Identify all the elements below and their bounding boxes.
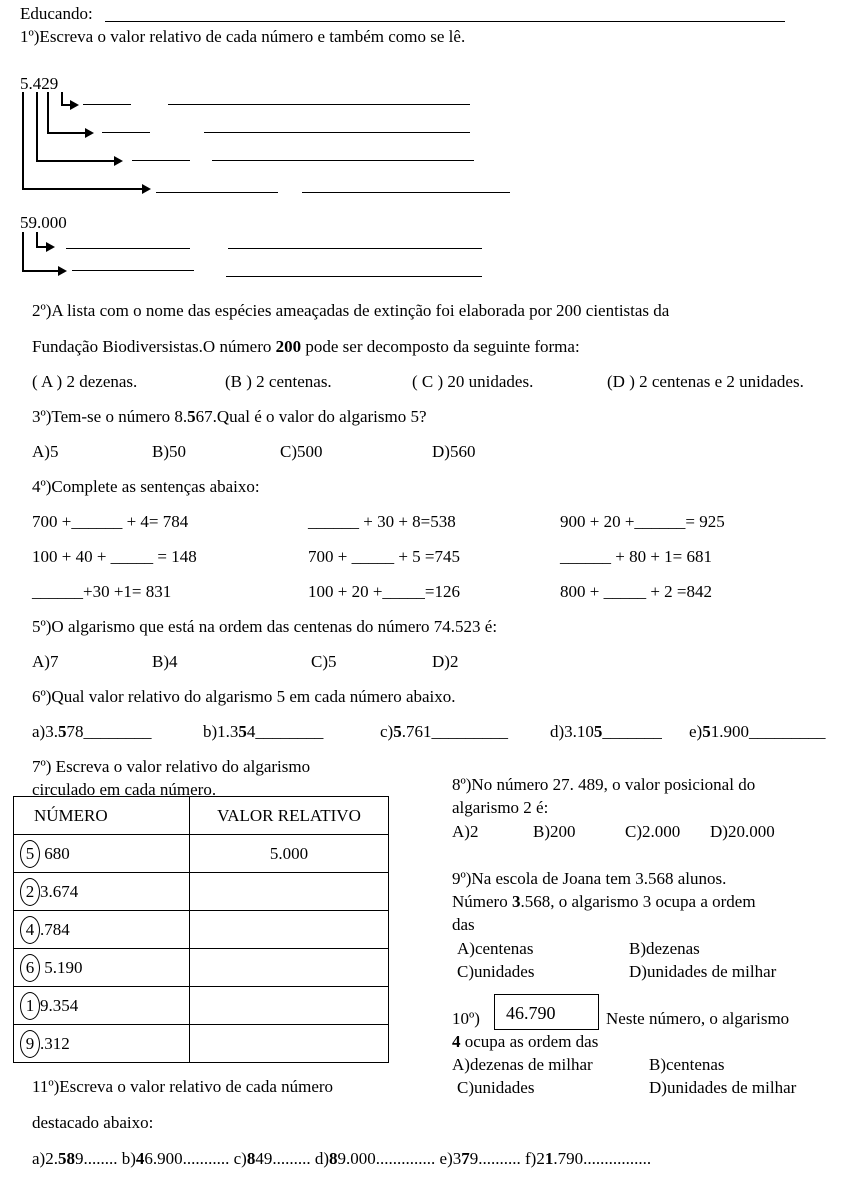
q1a-blank-2[interactable]: [102, 132, 150, 133]
circled-digit: 9: [20, 1030, 40, 1058]
q11-item-d[interactable]: d)89.000..............: [314, 1149, 436, 1168]
q4-sentence[interactable]: 700 +______ + 4= 784: [32, 512, 189, 531]
q8-option-a[interactable]: A)2: [452, 822, 479, 841]
circled-digit: 5: [20, 840, 40, 868]
q10-text: Neste número, o algarismo: [606, 1009, 790, 1028]
q1a-blank-1[interactable]: [83, 104, 131, 105]
q6-item-d[interactable]: d)3.105_______: [550, 722, 662, 741]
q11-item-b[interactable]: b)46.900...........: [121, 1149, 230, 1168]
circled-digit: 1: [20, 992, 40, 1020]
number-rest: 3.674: [40, 881, 79, 901]
q6-title: 6º)Qual valor relativo do algarismo 5 em cada número abaixo.: [32, 687, 456, 706]
q10-option-b[interactable]: B)centenas: [649, 1055, 725, 1074]
q3-option-a[interactable]: A)5: [32, 442, 59, 461]
q4-sentence[interactable]: 900 + 20 +______= 925: [560, 512, 725, 531]
q9-option-d[interactable]: D)unidades de milhar: [629, 962, 777, 981]
q4-title: 4º)Complete as sentenças abaixo:: [32, 477, 260, 496]
circled-digit: 6: [20, 954, 40, 982]
q11-items: [32, 1150, 651, 1167]
q11-item-a[interactable]: a)2.589........: [32, 1149, 118, 1168]
q9-line3: das: [452, 915, 475, 934]
number-rest: 5.190: [44, 957, 83, 977]
q3-title: 3º)Tem-se o número 8.567.Qual é o valor do algarismo 5?: [32, 407, 427, 426]
q11-item-e[interactable]: e)379..........: [439, 1149, 521, 1168]
q1b-blank-1[interactable]: [66, 248, 190, 249]
q4-sentence[interactable]: 100 + 40 + _____ = 148: [32, 547, 197, 566]
q1a-blank-4b[interactable]: [302, 192, 510, 193]
q4-sentence[interactable]: ______ + 80 + 1= 681: [560, 547, 713, 566]
value-cell[interactable]: [190, 1025, 389, 1063]
q6-item-a[interactable]: a)3.578________: [32, 722, 152, 741]
q7-line1: 7º) Escreva o valor relativo do algarismo: [32, 757, 311, 776]
value-cell[interactable]: 5.000: [190, 835, 389, 873]
q7-table: [13, 796, 389, 1063]
q5-option-b[interactable]: B)4: [152, 652, 178, 671]
q11-line1: 11º)Escreva o valor relativo de cada número: [32, 1077, 334, 1096]
q10-option-a[interactable]: A)dezenas de milhar: [452, 1055, 593, 1074]
q5-option-c[interactable]: C)5: [311, 652, 337, 671]
q1a-blank-4[interactable]: [156, 192, 278, 193]
q11-item-f[interactable]: f)21.790................: [525, 1149, 652, 1168]
q2-option-c[interactable]: ( C ) 20 unidades.: [412, 372, 534, 391]
q1a-blank-3b[interactable]: [212, 160, 474, 161]
q9-option-a[interactable]: A)centenas: [457, 939, 534, 958]
value-cell[interactable]: [190, 873, 389, 911]
q11-line2: destacado abaixo:: [32, 1113, 154, 1132]
number-rest: .312: [40, 1033, 70, 1053]
q4-sentence[interactable]: 800 + _____ + 2 =842: [560, 582, 713, 601]
educando-label: Educando:: [20, 4, 93, 23]
value-cell[interactable]: [190, 911, 389, 949]
q6-item-e[interactable]: e)51.900_________: [689, 722, 826, 741]
q9-line1: 9º)Na escola de Joana tem 3.568 alunos.: [452, 869, 727, 888]
number-rest: 680: [44, 843, 70, 863]
q11-item-c[interactable]: c)849.........: [233, 1149, 311, 1168]
q3-option-d[interactable]: D)560: [432, 442, 476, 461]
q7-col-valor: VALOR RELATIVO: [190, 797, 389, 835]
table-row: [14, 1025, 389, 1063]
q1b-blank-2b[interactable]: [226, 276, 482, 277]
q2-option-d[interactable]: (D ) 2 centenas e 2 unidades.: [607, 372, 804, 391]
value-cell[interactable]: [190, 949, 389, 987]
q2-option-a[interactable]: ( A ) 2 dezenas.: [32, 372, 138, 391]
q7-line2: circulado em cada número.: [32, 780, 217, 799]
q8-option-c[interactable]: C)2.000: [625, 822, 681, 841]
q1a-blank-3[interactable]: [132, 160, 190, 161]
q3-option-c[interactable]: C)500: [280, 442, 323, 461]
q8-line2: algarismo 2 é:: [452, 798, 549, 817]
q9-line2: Número 3.568, o algarismo 3 ocupa a ordem: [452, 892, 756, 911]
q1a-blank-1b[interactable]: [168, 104, 470, 105]
q9-option-c[interactable]: C)unidades: [457, 962, 535, 981]
q5-option-a[interactable]: A)7: [32, 652, 59, 671]
q10-number: 46.790: [506, 1003, 556, 1023]
q5-title: 5º)O algarismo que está na ordem das centenas do número 74.523 é:: [32, 617, 498, 636]
q2-option-b[interactable]: (B ) 2 centenas.: [225, 372, 332, 391]
value-cell[interactable]: [190, 987, 389, 1025]
table-row: [14, 911, 389, 949]
number-rest: 9.354: [40, 995, 79, 1015]
q8-line1: 8º)No número 27. 489, o valor posicional do: [452, 775, 756, 794]
q10-line2: 4 ocupa as ordem das: [452, 1032, 599, 1051]
educando-blank[interactable]: [105, 21, 785, 22]
q4-sentence[interactable]: 700 + _____ + 5 =745: [308, 547, 461, 566]
circled-digit: 4: [20, 916, 40, 944]
circled-digit: 2: [20, 878, 40, 906]
q8-option-b[interactable]: B)200: [533, 822, 576, 841]
table-row: [14, 835, 389, 873]
q6-item-b[interactable]: b)1.354________: [203, 722, 324, 741]
q6-item-c[interactable]: c)5.761_________: [380, 722, 508, 741]
q1-number-a: 5.429: [20, 74, 59, 93]
number-rest: .784: [40, 919, 70, 939]
table-row: [14, 949, 389, 987]
q10-label: 10º): [452, 1009, 480, 1028]
table-row: [14, 987, 389, 1025]
q2-line1: 2º)A lista com o nome das espécies ameaçadas de extinção foi elaborada por 200 cientistas da: [32, 301, 670, 320]
q4-sentence[interactable]: 100 + 20 +_____=126: [308, 582, 461, 601]
q5-option-d[interactable]: D)2: [432, 652, 459, 671]
q1-number-b: 59.000: [20, 213, 67, 232]
q1a-blank-2b[interactable]: [204, 132, 470, 133]
q3-option-b[interactable]: B)50: [152, 442, 186, 461]
q7-table-header: [14, 797, 389, 835]
q4-sentence[interactable]: ______+30 +1= 831: [32, 582, 172, 601]
q9-option-b[interactable]: B)dezenas: [629, 939, 700, 958]
q10-option-c[interactable]: C)unidades: [457, 1078, 535, 1097]
table-row: [14, 873, 389, 911]
q4-sentence[interactable]: ______ + 30 + 8=538: [308, 512, 456, 531]
q7-col-numero: NÚMERO: [14, 797, 190, 835]
q10-option-d[interactable]: D)unidades de milhar: [649, 1078, 797, 1097]
q2-line2: Fundação Biodiversistas.O número 200 pode ser decomposto da seguinte forma:: [32, 337, 580, 356]
q8-option-d[interactable]: D)20.000: [710, 822, 775, 841]
q1b-blank-1b[interactable]: [228, 248, 482, 249]
q1b-blank-2[interactable]: [72, 270, 194, 271]
q1-title: 1º)Escreva o valor relativo de cada número e também como se lê.: [20, 27, 466, 46]
